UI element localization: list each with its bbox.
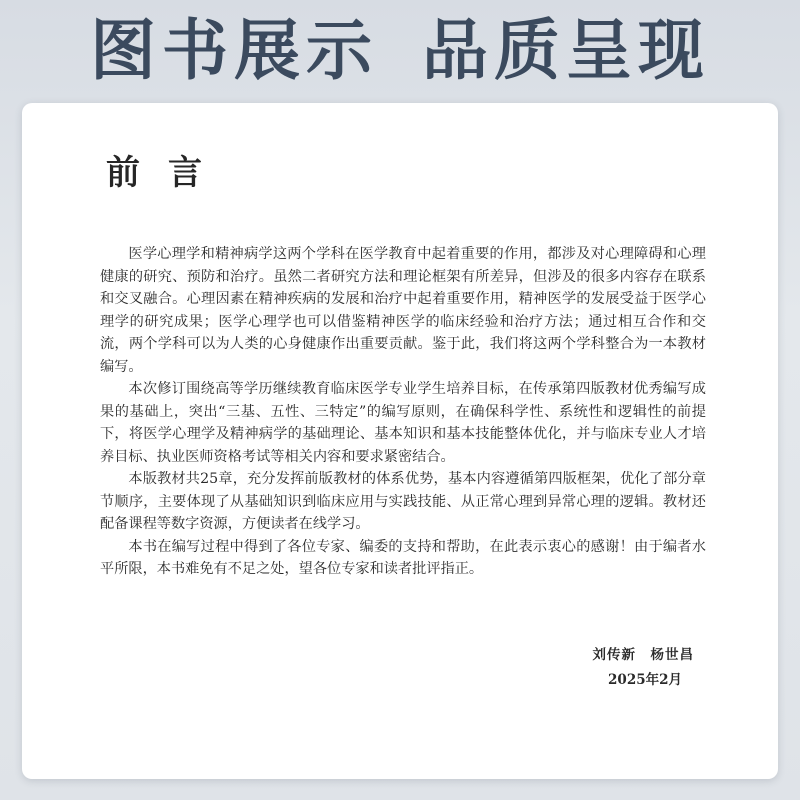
preface-paragraph-4: 本书在编写过程中得到了各位专家、编委的支持和帮助，在此表示衷心的感谢！由于编者水平所限，本书难免有不足之处，望各位专家和读者批评指正。	[100, 538, 706, 577]
signature-block	[593, 643, 695, 693]
preface-title: 前言	[106, 153, 230, 193]
preface-body	[100, 243, 706, 581]
preface-date: 2025年2月	[608, 672, 682, 688]
banner-right-text: 品质呈现	[422, 12, 710, 89]
preface-paragraph-3: 本版教材共25章，充分发挥前版教材的体系优势，基本内容遵循第四版框架，优化了部分章节顺序，主要体现了从基础知识到临床应用与实践技能、从正常心理到异常心理的逻辑。教材还配备课程等数字资源，方便读者在线学习。	[100, 471, 706, 532]
banner-left-text: 图书展示	[90, 12, 378, 89]
preface-paragraph-2: 本次修订围绕高等学历继续教育临床医学专业学生培养目标，在传承第四版教材优秀编写成果的基础上，突出“三基、五性、三特定”的编写原则，在确保科学性、系统性和逻辑性的前提下，将医学心理学及精神病学的基础理论、基本知识和基本技能整体优化，并与临床专业人才培养目标、执业医师资格考试等相关内容和要求紧密结合。	[100, 381, 706, 465]
book-page	[22, 103, 778, 779]
author-names: 刘传新 杨世昌	[592, 647, 694, 663]
preface-paragraph-1: 医学心理学和精神病学这两个学科在医学教育中起着重要的作用，都涉及对心理障碍和心理健康的研究、预防和治疗。虽然二者研究方法和理论框架有所差异，但涉及的很多内容存在联系和交叉融合。心理因素在精神疾病的发展和治疗中起着重要作用，精神医学的发展受益于医学心理学的研究成果；医学心理学也可以借鉴精神医学的临床经验和治疗方法；通过相互合作和交流，两个学科可以为人类的心身健康作出重要贡献。鉴于此，我们将这两个学科整合为一本教材编写。	[100, 246, 706, 375]
promo-banner	[0, 6, 800, 96]
